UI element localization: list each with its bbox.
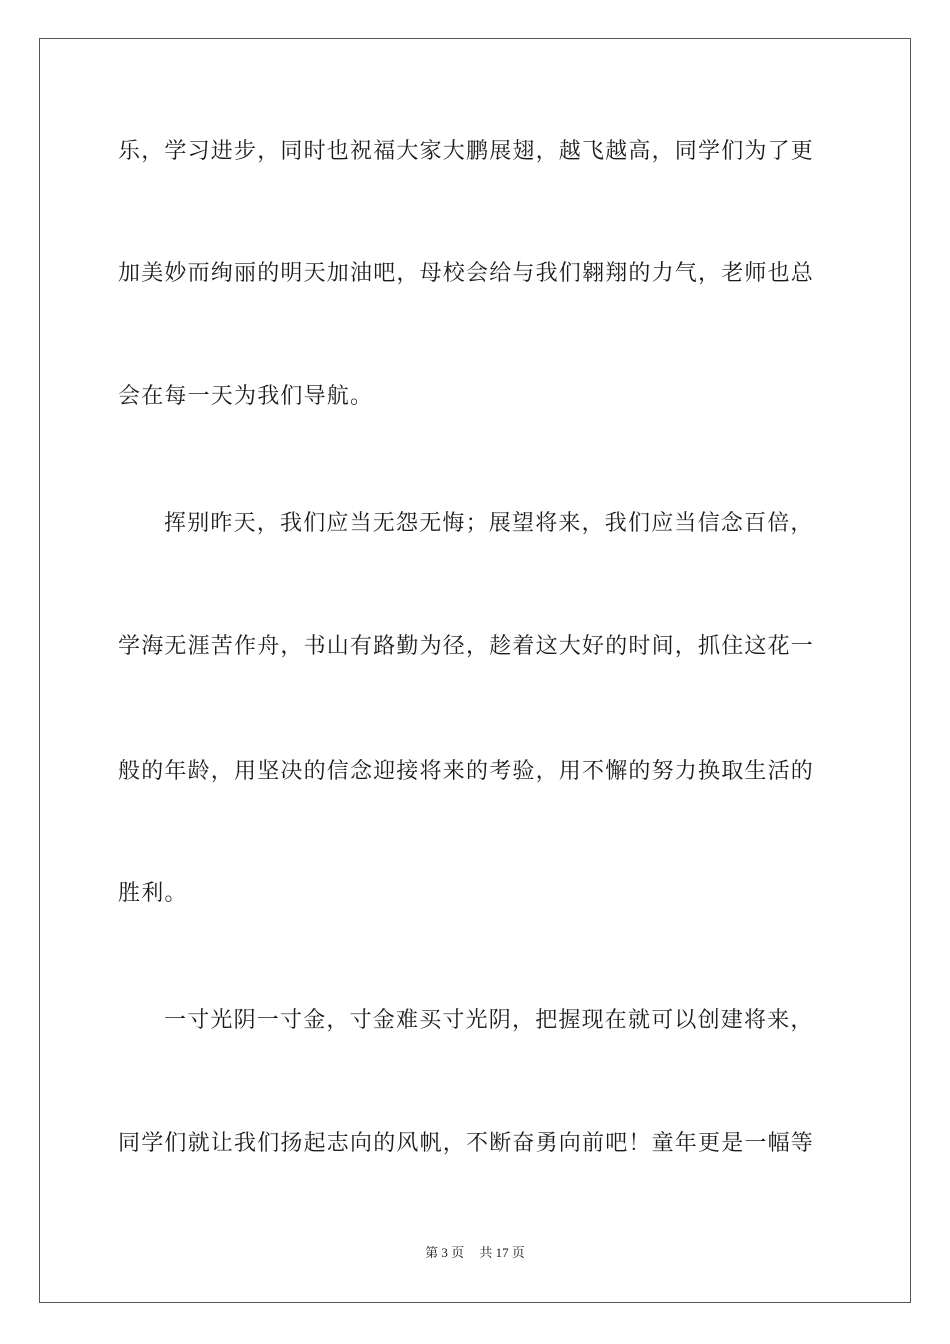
text-line: 加美妙而绚丽的明天加油吧，母校会给与我们翱翔的力气，老师也总 (118, 261, 815, 286)
page-border (39, 38, 911, 1303)
text-line: 胜利。 (118, 881, 188, 906)
text-line: 同学们就让我们扬起志向的风帆，不断奋勇向前吧！童年更是一幅等 (118, 1131, 815, 1156)
paragraph-first-line: 挥别昨天，我们应当无怨无悔；展望将来，我们应当信念百倍， (164, 511, 814, 536)
text-line: 般的年龄，用坚决的信念迎接将来的考验，用不懈的努力换取生活的 (118, 759, 815, 784)
page-total: 共 17 页 (479, 1245, 525, 1260)
paragraph-first-line: 一寸光阴一寸金，寸金难买寸光阴，把握现在就可以创建将来， (164, 1008, 814, 1033)
text-line: 乐，学习进步，同时也祝福大家大鹏展翅，越飞越高，同学们为了更 (118, 139, 815, 164)
page-footer (0, 1245, 950, 1261)
text-line: 学海无涯苦作舟，书山有路勤为径，趁着这大好的时间，抓住这花一 (118, 634, 815, 659)
page-number: 第 3 页 (425, 1245, 465, 1260)
text-line: 会在每一天为我们导航。 (118, 384, 374, 409)
